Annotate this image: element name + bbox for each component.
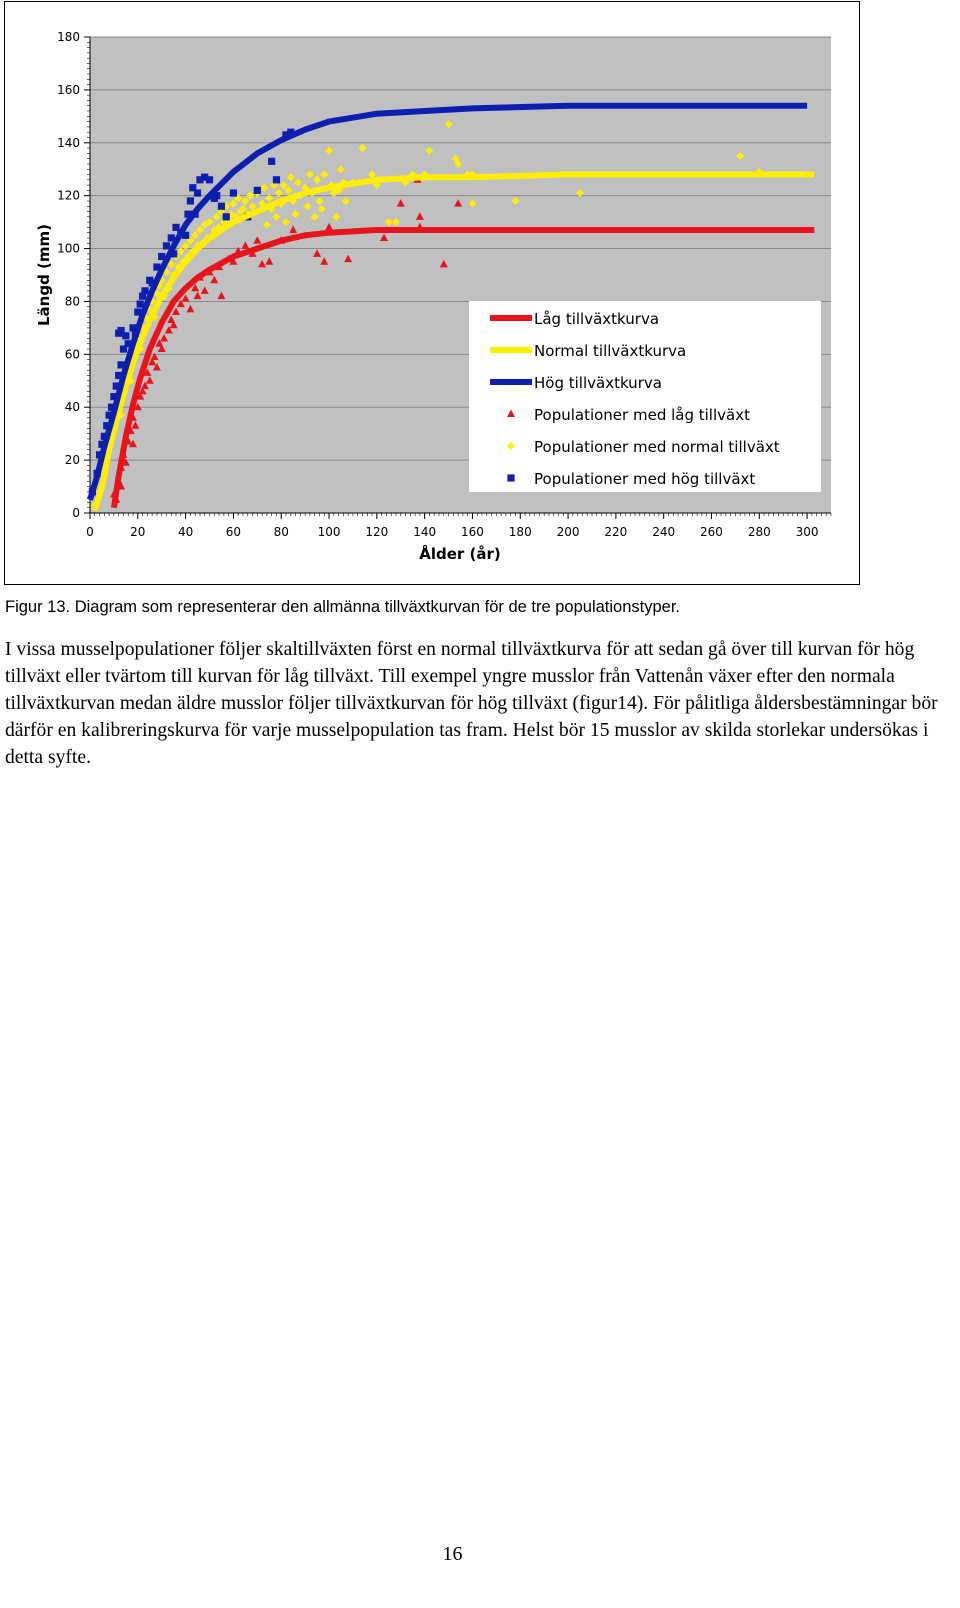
x-tick-label: 60 (225, 525, 242, 539)
legend-item-scatter-low (507, 406, 750, 424)
data-point-high (254, 187, 261, 194)
figure-caption: Figur 13. Diagram som representerar den allmänna tillväxtkurvan för de tre populationstyper. (5, 598, 681, 616)
data-point-high (122, 332, 129, 339)
x-tick-label: 120 (365, 525, 389, 539)
x-tick-label: 20 (130, 525, 146, 539)
y-tick-label: 100 (57, 241, 80, 256)
y-tick-label: 20 (64, 453, 80, 468)
y-tick-label: 80 (64, 294, 80, 309)
x-tick-label: 220 (604, 525, 628, 539)
x-axis-title: Ålder (år) (419, 545, 501, 563)
y-tick-label: 0 (72, 506, 80, 520)
page-number: 16 (442, 1543, 463, 1565)
y-tick-label: 120 (57, 188, 80, 203)
y-axis-title: Längd (mm) (35, 223, 53, 327)
x-tick-label: 100 (317, 525, 341, 539)
legend-label: Normal tillväxtkurva (534, 342, 687, 360)
data-point-high (218, 203, 225, 210)
x-tick-label: 180 (508, 525, 532, 539)
y-tick-label: 40 (64, 400, 80, 415)
legend-label: Populationer med låg tillväxt (534, 406, 750, 424)
body-paragraph: I vissa musselpopulationer följer skaltillväxten först en normal tillväxtkurva för att sedan gå över till kurvan för hög tillväxt eller tvärtom till kurvan för låg tillväxt. Till exempel yngre musslor från Vattenån växer efter den normala tillväxtkurvan medan äldre musslor följer tillväxtkurvan för hög tillväxt (figur14). För pålitliga åldersbestämningar bör därför en kalibreringskurva för varje musselpopulation tas fram. Helst bör 15 musslor av skilda storlekar undersökas i detta syfte. (5, 639, 938, 768)
data-point-high (223, 213, 230, 220)
x-tick-label: 200 (556, 525, 580, 539)
y-tick-label: 60 (64, 347, 80, 362)
x-tick-label: 300 (795, 525, 819, 539)
y-tick-label: 140 (57, 135, 80, 150)
data-point-high (206, 176, 213, 183)
x-tick-label: 260 (700, 525, 723, 539)
x-tick-label: 140 (413, 525, 437, 539)
x-tick-label: 80 (273, 525, 289, 539)
data-point-high (194, 189, 201, 196)
data-point-high (163, 242, 170, 249)
x-tick-label: 160 (460, 525, 484, 539)
legend-label: Populationer med normal tillväxt (534, 438, 780, 456)
growth-chart (5, 2, 861, 586)
x-tick-label: 280 (747, 525, 771, 539)
legend-label: Låg tillväxtkurva (534, 310, 660, 328)
y-tick-label: 180 (57, 30, 80, 44)
x-tick-label: 40 (177, 525, 194, 539)
data-point-high (187, 197, 194, 204)
legend-label: Hög tillväxtkurva (534, 374, 662, 392)
legend-item-scatter-high (507, 470, 755, 488)
legend-label: Populationer med hög tillväxt (534, 470, 756, 488)
y-tick-label: 160 (57, 82, 80, 97)
data-point-high (141, 287, 148, 294)
x-tick-label: 240 (652, 525, 676, 539)
data-point-high (273, 176, 280, 183)
figure-frame (4, 1, 860, 585)
legend-box (469, 301, 821, 492)
x-tick-label: 0 (86, 525, 94, 539)
legend (469, 301, 821, 492)
legend-item-scatter-normal (507, 438, 780, 456)
data-point-high (230, 189, 237, 196)
data-point-high (268, 158, 275, 165)
legend-swatch (507, 474, 514, 481)
